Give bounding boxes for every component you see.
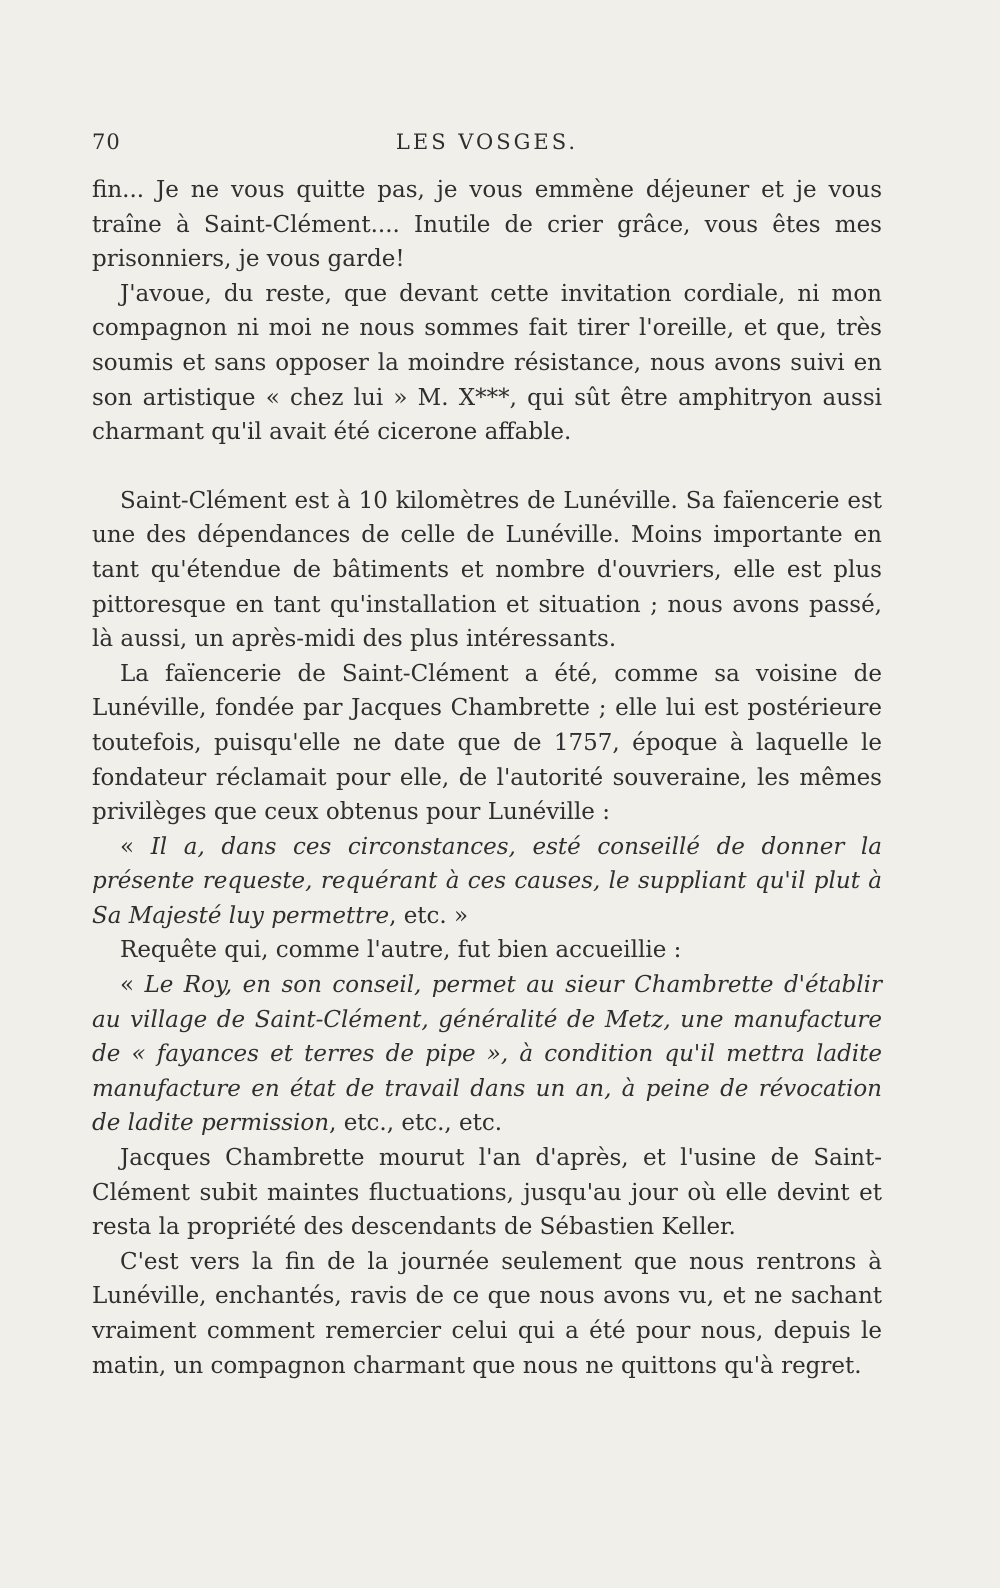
body-text [92, 173, 882, 1383]
page-header [92, 130, 882, 160]
paragraph-saint-clement: Saint-Clément est à 10 kilomètres de Lunéville. Sa faïencerie est une des dépendances de celle de Lunéville. Moins importante en tant qu'étendue de bâtiments et nombre d'ouvriers, elle est plus pittoresque en tant qu'installation et situation ; nous avons passé, là aussi, un après-midi des plus intéressants. [92, 487, 882, 653]
quotation-roy [92, 968, 882, 1141]
paragraph-requete: Requête qui, comme l'autre, fut bien accueillie : [120, 937, 682, 964]
paragraph-chambrette: Jacques Chambrette mourut l'an d'après, et l'usine de Saint-Clément subit maintes fluctuations, jusqu'au jour où elle devint et resta la propriété des descendants de Sébastien Keller. [92, 1145, 882, 1241]
page-number: 70 [92, 130, 121, 154]
running-head: LES VOSGES. [395, 130, 579, 154]
quote-text: Il a, dans ces circonstances, esté conseillé de donner la présente requeste, requérant à ces causes, le suppliant qu'il plut à Sa Majesté luy permettre [92, 833, 882, 929]
quote-text: Le Roy, en son conseil, permet au sieur Chambrette d'établir au village de Saint-Clément, généralité de Metz, une manufacture de « fayances et terres de pipe », à condition qu'il mettra ladite manufacture en état de travail dans un an, à peine de révocation de ladite permission [92, 972, 882, 1137]
paragraph-faiencerie: La faïencerie de Saint-Clément a été, comme sa voisine de Lunéville, fondée par Jacques Chambrette ; elle lui est postérieure toutefois, puisqu'elle ne date que de 1757, époque à laquelle le fondateur réclamait pour elle, de l'autorité souveraine, les mêmes privilèges que ceux obtenus pour Lunéville : [92, 660, 882, 826]
section-gap [92, 450, 882, 484]
quotation-requeste [92, 830, 882, 934]
quote-close: , etc. » [389, 902, 469, 929]
quote-close: , etc., etc., etc. [329, 1110, 503, 1137]
paragraph-continuation: fin... Je ne vous quitte pas, je vous emmène déjeuner et je vous traîne à Saint-Clément.... Inutile de crier grâce, vous êtes mes prisonniers, je vous garde! [92, 177, 882, 273]
quote-open: « [120, 972, 145, 999]
quote-open: « [120, 833, 151, 860]
paragraph-retour: C'est vers la fin de la journée seulement que nous rentrons à Lunéville, enchantés, ravis de ce que nous avons vu, et ne sachant vraiment comment remercier celui qui a été pour nous, depuis le matin, un compagnon charmant que nous ne quittons qu'à regret. [92, 1248, 882, 1379]
paragraph-invitation: J'avoue, du reste, que devant cette invitation cordiale, ni mon compagnon ni moi ne nous sommes fait tirer l'oreille, et que, très soumis et sans opposer la moindre résistance, nous avons suivi en son artistique « chez lui » M. X***, qui sût être amphitryon aussi charmant qu'il avait été cicerone affable. [92, 280, 882, 446]
